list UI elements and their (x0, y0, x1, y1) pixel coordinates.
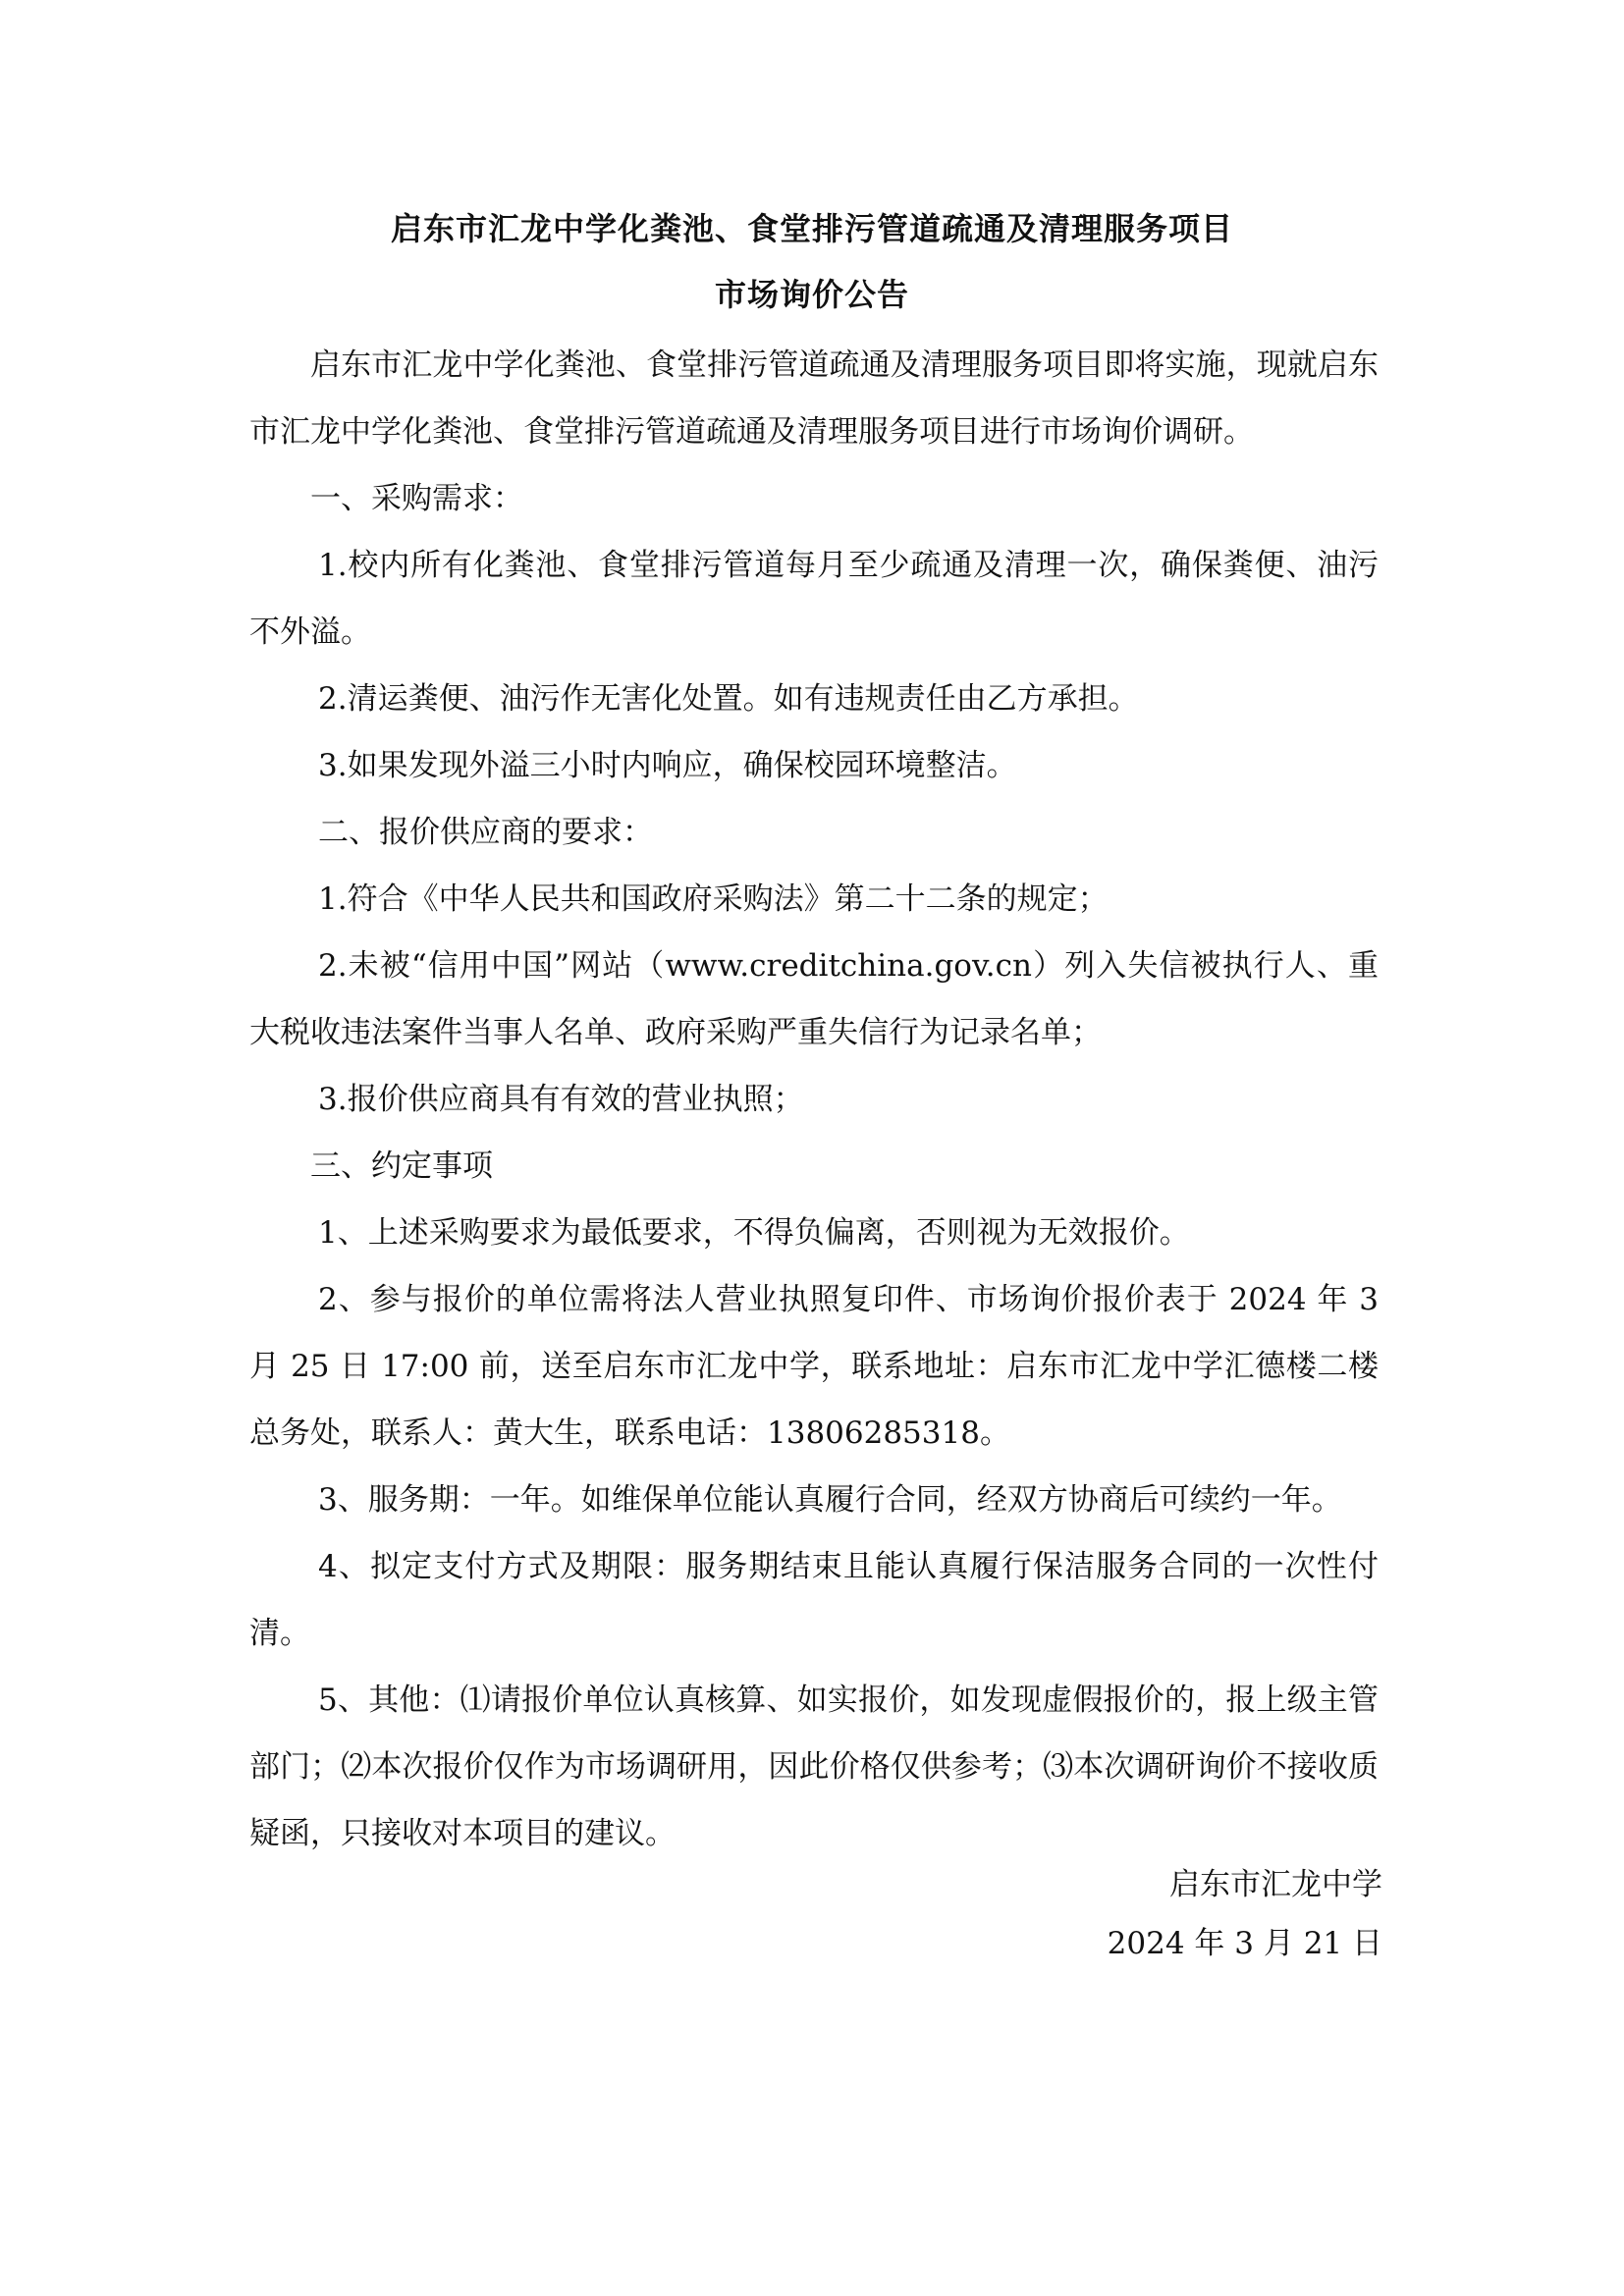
section3-item: 3、服务期：一年。如维保单位能认真履行合同，经双方协商后可续约一年。 (318, 1482, 1342, 1518)
section3-item: 1、上述采购要求为最低要求，不得负偏离，否则视为无效报价。 (318, 1215, 1190, 1251)
signature-date: 2024 年 3 月 21 日 (1107, 1926, 1382, 1961)
signature-block (1108, 1855, 1382, 1973)
section3-item: 4、拟定支付方式及期限：服务期结束且能认真履行保洁服务合同的一次性付清。 (249, 1549, 1379, 1651)
section2-heading: 二、报价供应商的要求： (318, 815, 653, 850)
section3-item: 5、其他：⑴请报价单位认真核算、如实报价，如发现虚假报价的，报上级主管部门；⑵本次报价仅作为市场调研用，因此价格仅供参考；⑶本次调研询价不接收质疑函，只接收对本项目的建议。 (249, 1682, 1379, 1851)
document-body (249, 332, 1379, 1867)
section1-heading: 一、采购需求： (310, 481, 523, 516)
section2-item: 2.未被“信用中国”网站（www.creditchina.gov.cn）列入失信被执行人、重大税收违法案件当事人名单、政府采购严重失信行为记录名单； (249, 948, 1379, 1050)
intro-paragraph: 启东市汇龙中学化粪池、食堂排污管道疏通及清理服务项目即将实施，现就启东市汇龙中学化粪池、食堂排污管道疏通及清理服务项目进行市场询价调研。 (249, 347, 1379, 450)
section1-item: 2.清运粪便、油污作无害化处置。如有违规责任由乙方承担。 (318, 681, 1139, 717)
signature-organization: 启东市汇龙中学 (1169, 1867, 1382, 1902)
section3-item: 2、参与报价的单位需将法人营业执照复印件、市场询价报价表于 2024 年 3 月 25 日 17:00 前，送至启东市汇龙中学，联系地址：启东市汇龙中学汇德楼二楼总务处，联系人：黄大生，联系电话：13806285318。 (249, 1282, 1379, 1451)
section2-item: 3.报价供应商具有有效的营业执照； (318, 1082, 804, 1117)
document-title: 启东市汇龙中学化粪池、食堂排污管道疏通及清理服务项目 (390, 210, 1233, 247)
section1-item: 1.校内所有化粪池、食堂排污管道每月至少疏通及清理一次，确保粪便、油污不外溢。 (249, 548, 1379, 650)
section2-item: 1.符合《中华人民共和国政府采购法》第二十二条的规定； (318, 881, 1109, 917)
document-subtitle: 市场询价公告 (714, 276, 909, 313)
section3-heading: 三、约定事项 (310, 1148, 493, 1184)
section1-item: 3.如果发现外溢三小时内响应，确保校园环境整洁。 (318, 748, 1017, 783)
